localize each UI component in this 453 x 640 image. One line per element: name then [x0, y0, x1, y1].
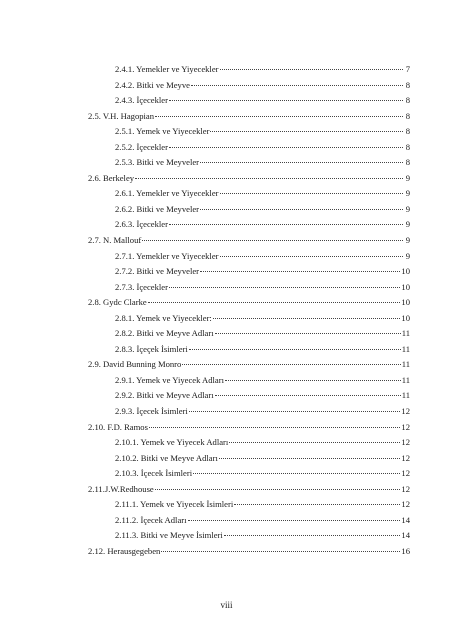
toc-entry-label: 2.4.2. Bitki ve Meyve: [115, 79, 190, 90]
toc-entry-label: 2.9.1. Yemek ve Yiyecek Adları: [115, 374, 224, 385]
toc-entry-label: 2.9. David Bunning Monro: [88, 359, 182, 370]
toc-entry-page: 11: [401, 390, 410, 401]
toc-entry[interactable]: [88, 482, 410, 498]
toc-entry-page: 10: [401, 297, 410, 308]
toc-entry-label: 2.8. Gydc Clarke: [88, 297, 147, 308]
toc-entry-label: 2.7.1. Yemekler ve Yiyecekler: [115, 250, 219, 261]
toc-entry[interactable]: [88, 186, 410, 202]
dot-leader: [220, 61, 404, 70]
dot-leader: [135, 170, 403, 179]
toc-entry-page: 14: [401, 514, 410, 525]
toc-entry-label: 2.8.1. Yemek ve Yiyecekler:: [115, 312, 212, 323]
dot-leader: [215, 325, 401, 334]
dot-leader: [200, 201, 403, 210]
toc-entry-page: 11: [401, 374, 410, 385]
dot-leader: [189, 403, 401, 412]
toc-entry-page: 11: [401, 343, 410, 354]
dot-leader: [189, 341, 401, 350]
toc-entry[interactable]: [88, 233, 410, 249]
toc-entry-page: 16: [401, 545, 410, 556]
toc-entry[interactable]: [88, 311, 410, 327]
toc-entry[interactable]: [88, 528, 410, 544]
dot-leader: [169, 279, 400, 288]
toc-entry-page: 10: [401, 266, 410, 277]
dot-leader: [224, 527, 401, 536]
dot-leader: [193, 465, 400, 474]
toc-entry-label: 2.9.2. Bitki ve Meyve Adları: [115, 390, 214, 401]
toc-entry[interactable]: [88, 280, 410, 296]
dot-leader: [191, 77, 403, 86]
toc-entry[interactable]: [88, 202, 410, 218]
toc-entry-label: 2.11.2. İçecek Adları: [115, 514, 187, 525]
toc-entry-page: 12: [401, 437, 410, 448]
toc-entry-page: 10: [401, 312, 410, 323]
toc-entry[interactable]: [88, 264, 410, 280]
toc-entry-label: 2.5.1. Yemek ve Yiyecekler: [115, 126, 210, 137]
dot-leader: [219, 450, 401, 459]
toc-entry-label: 2.11.3. Bitki ve Meyve İsimleri: [115, 530, 223, 541]
toc-entry-page: 9: [405, 235, 410, 246]
toc-entry-label: 2.6.1. Yemekler ve Yiyecekler: [115, 188, 219, 199]
dot-leader: [188, 512, 401, 521]
toc-entry-label: 2.4.1. Yemekler ve Yiyecekler: [115, 64, 219, 74]
toc-entry[interactable]: [88, 420, 410, 436]
toc-entry-label: 2.7. N. Mallouf: [88, 235, 142, 246]
toc-entry-page: 12: [401, 452, 410, 463]
dot-leader: [155, 481, 401, 490]
toc-entry-label: 2.10.1. Yemek ve Yiyecek Adları: [115, 437, 229, 448]
toc-entry[interactable]: [88, 124, 410, 140]
dot-leader: [148, 294, 401, 303]
toc-entry[interactable]: [88, 513, 410, 529]
toc-entry[interactable]: [88, 435, 410, 451]
dot-leader: [169, 216, 403, 225]
toc-entry-label: 2.11.J.W.Redhouse: [88, 483, 154, 494]
toc-entry[interactable]: [88, 62, 410, 78]
toc-entry-page: 8: [405, 157, 410, 168]
toc-entry-label: 2.10.2. Bitki ve Meyve Adları: [115, 452, 218, 463]
toc-entry[interactable]: [88, 544, 410, 560]
toc-entry[interactable]: [88, 155, 410, 171]
toc-entry-label: 2.8.3. İçeçek İsimleri: [115, 343, 188, 354]
toc-entry-label: 2.11.1. Yemek ve Yiyecek İsimleri: [115, 499, 234, 510]
toc-entry-page: 12: [401, 499, 410, 510]
toc-entry-label: 2.5. V.H. Hagopian: [88, 110, 155, 121]
toc-entry[interactable]: [88, 342, 410, 358]
toc-entry-page: 14: [401, 530, 410, 541]
toc-entry[interactable]: [88, 140, 410, 156]
toc-entry-page: 9: [405, 203, 410, 214]
toc-entry[interactable]: [88, 388, 410, 404]
toc-entry-label: 2.5.3. Bitki ve Meyveler: [115, 157, 200, 168]
toc-entry-label: 2.6.3. İçecekler: [115, 219, 168, 230]
toc-entry-label: 2.7.3. İçecekler: [115, 281, 168, 292]
dot-leader: [169, 92, 403, 101]
toc-entry[interactable]: [88, 326, 410, 342]
toc-entry[interactable]: [88, 451, 410, 467]
toc-entry-label: 2.9.3. İçecek İsimleri: [115, 406, 188, 417]
dot-leader: [155, 108, 403, 117]
toc-entry[interactable]: [88, 466, 410, 482]
toc-entry[interactable]: [88, 249, 410, 265]
toc-entry-page: 11: [401, 328, 410, 339]
toc-entry-label: 2.6. Berkeley: [88, 172, 135, 183]
toc-entry-label: 2.8.2. Bitki ve Meyve Adları: [115, 328, 214, 339]
dot-leader: [149, 419, 400, 428]
page-number: viii: [220, 600, 233, 610]
table-of-contents: [88, 62, 410, 560]
toc-entry[interactable]: [88, 357, 410, 373]
toc-entry-label: 2.4.3. İçecekler: [115, 95, 168, 106]
dot-leader: [225, 372, 401, 381]
dot-leader: [220, 185, 404, 194]
toc-entry[interactable]: [88, 109, 410, 125]
toc-entry[interactable]: [88, 93, 410, 109]
toc-entry-page: 12: [401, 406, 410, 417]
toc-entry-page: 9: [405, 250, 410, 261]
toc-entry-page: 10: [401, 281, 410, 292]
dot-leader: [169, 139, 403, 148]
dot-leader: [215, 387, 401, 396]
dot-leader: [142, 232, 403, 241]
toc-entry-label: 2.7.2. Bitki ve Meyveler: [115, 266, 200, 277]
toc-entry-page: 7: [405, 64, 410, 74]
toc-entry[interactable]: [88, 171, 410, 187]
dot-leader: [161, 543, 400, 552]
dot-leader: [210, 123, 403, 132]
toc-entry-page: 9: [405, 188, 410, 199]
toc-entry-page: 11: [401, 359, 410, 370]
toc-entry-page: 9: [405, 219, 410, 230]
toc-entry-page: 8: [405, 126, 410, 137]
toc-entry-label: 2.12. Herausgegeben: [88, 545, 161, 556]
toc-entry-page: 12: [401, 421, 410, 432]
toc-entry-label: 2.5.2. İçecekler: [115, 141, 168, 152]
toc-entry-label: 2.10.3. İçecek İsimleri: [115, 468, 193, 479]
toc-entry-page: 9: [405, 172, 410, 183]
dot-leader: [220, 248, 404, 257]
dot-leader: [182, 356, 400, 365]
toc-entry-label: 2.6.2. Bitki ve Meyveler: [115, 203, 200, 214]
dot-leader: [213, 310, 401, 319]
toc-entry[interactable]: [88, 404, 410, 420]
toc-entry[interactable]: [88, 78, 410, 94]
toc-entry-page: 8: [405, 110, 410, 121]
toc-entry[interactable]: [88, 217, 410, 233]
toc-entry-page: 12: [401, 468, 410, 479]
toc-entry[interactable]: [88, 497, 410, 513]
toc-entry-page: 8: [405, 141, 410, 152]
dot-leader: [229, 434, 400, 443]
toc-entry-label: 2.10. F.D. Ramos: [88, 421, 148, 432]
toc-entry[interactable]: [88, 295, 410, 311]
toc-entry-page: 8: [405, 95, 410, 106]
toc-entry[interactable]: [88, 373, 410, 389]
dot-leader: [200, 263, 400, 272]
dot-leader: [200, 154, 403, 163]
toc-entry-page: 8: [405, 79, 410, 90]
toc-entry-page: 12: [401, 483, 410, 494]
dot-leader: [234, 496, 400, 505]
